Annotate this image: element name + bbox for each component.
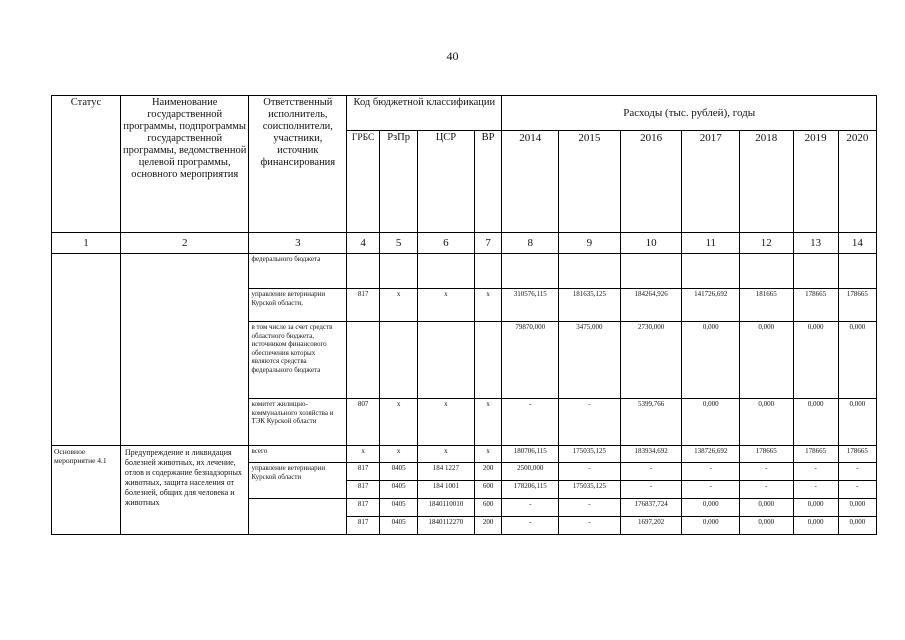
value-cell: 178665 [838, 289, 876, 322]
rzpr-cell: 0405 [380, 481, 418, 499]
table-row [52, 446, 877, 463]
header-year: 2016 [620, 131, 682, 233]
column-number: 8 [502, 233, 559, 254]
table-row [52, 254, 877, 289]
status-cell: Основное мероприятие 4.1 [52, 446, 121, 535]
header-year: 2017 [682, 131, 740, 233]
value-cell: 0,000 [793, 399, 838, 446]
header-year: 2019 [793, 131, 838, 233]
header-csr: ЦСР [418, 131, 475, 233]
column-number: 9 [559, 233, 621, 254]
column-number-row [52, 233, 877, 254]
value-cell: 184264,926 [620, 289, 682, 322]
grbs-cell: 817 [347, 517, 380, 535]
value-cell: 178665 [793, 289, 838, 322]
source-cell: в том числе за счет средств областного бюджета, источником финансового обеспечения которых являются средства федерального бюджета [249, 322, 347, 399]
source-cell: управление ветеринарии Курской области [249, 463, 347, 499]
value-cell: 5399,766 [620, 399, 682, 446]
csr-cell: х [418, 289, 475, 322]
rzpr-cell: х [380, 399, 418, 446]
grbs-cell: 817 [347, 481, 380, 499]
value-cell: - [740, 481, 793, 499]
header-status: Статус [52, 96, 121, 233]
vr-cell: х [474, 399, 502, 446]
value-cell: - [502, 499, 559, 517]
csr-cell: х [418, 399, 475, 446]
page-number: 40 [446, 49, 459, 63]
value-cell: 0,000 [682, 499, 740, 517]
value-cell: 0,000 [740, 322, 793, 399]
column-number: 3 [249, 233, 347, 254]
vr-cell: х [474, 289, 502, 322]
csr-cell: 184 1001 [418, 481, 475, 499]
value-cell: 0,000 [838, 517, 876, 535]
value-cell: 0,000 [793, 499, 838, 517]
vr-cell: 600 [474, 499, 502, 517]
source-cell: федерального бюджета [249, 254, 347, 289]
header-rzpr: РзПр [380, 131, 418, 233]
value-cell: 176837,724 [620, 499, 682, 517]
header-name: Наименование государственной программы, подпрограммы государственной программы, ведомственной целевой программы, основного мероприятия [120, 96, 249, 233]
value-cell: 181635,125 [559, 289, 621, 322]
value-cell: - [559, 463, 621, 481]
header-responsible: Ответственный исполнитель, соисполнители, участники, источник финансирования [249, 96, 347, 233]
value-cell: 180706,115 [502, 446, 559, 463]
rzpr-cell: 0405 [380, 463, 418, 481]
value-cell: - [559, 399, 621, 446]
vr-cell: 600 [474, 481, 502, 499]
column-number: 4 [347, 233, 380, 254]
value-cell: 138726,692 [682, 446, 740, 463]
value-cell: 0,000 [793, 517, 838, 535]
value-cell: 0,000 [682, 399, 740, 446]
value-cell: 181665 [740, 289, 793, 322]
header-budget-code: Код бюджетной классификации [347, 96, 502, 131]
value-cell: 178665 [838, 446, 876, 463]
value-cell: - [793, 463, 838, 481]
value-cell: - [740, 463, 793, 481]
value-cell: 0,000 [682, 517, 740, 535]
value-cell: - [559, 499, 621, 517]
column-number: 6 [418, 233, 475, 254]
value-cell: 0,000 [740, 399, 793, 446]
value-cell: - [838, 481, 876, 499]
value-cell: 0,000 [682, 322, 740, 399]
value-cell: - [838, 463, 876, 481]
source-cell: управление ветеринарии Курской области, [249, 289, 347, 322]
value-cell: - [682, 481, 740, 499]
source-cell: всего [249, 446, 347, 463]
value-cell: 183934,692 [620, 446, 682, 463]
value-cell: 3475,000 [559, 322, 621, 399]
rzpr-cell: 0405 [380, 499, 418, 517]
csr-cell: 184 1227 [418, 463, 475, 481]
value-cell: 310576,115 [502, 289, 559, 322]
budget-table [51, 95, 877, 535]
rzpr-cell: х [380, 446, 418, 463]
vr-cell: х [474, 446, 502, 463]
value-cell: 178206,115 [502, 481, 559, 499]
column-number: 7 [474, 233, 502, 254]
value-cell: 178665 [793, 446, 838, 463]
value-cell: - [793, 481, 838, 499]
column-number: 11 [682, 233, 740, 254]
value-cell: 2500,000 [502, 463, 559, 481]
grbs-cell: 817 [347, 463, 380, 481]
value-cell: - [559, 517, 621, 535]
measure-name-cell: Предупреждение и ликвидация болезней животных, их лечение, отлов и содержание безнадзорных животных, защита населения от болезней, общих для человека и животных [120, 446, 249, 535]
grbs-cell: 807 [347, 399, 380, 446]
source-cell-empty [249, 499, 347, 535]
value-cell: 0,000 [838, 499, 876, 517]
column-number: 2 [120, 233, 249, 254]
header-vr: ВР [474, 131, 502, 233]
value-cell: 178665 [740, 446, 793, 463]
header-year: 2018 [740, 131, 793, 233]
value-cell: 0,000 [838, 399, 876, 446]
header-grbs: ГРБС [347, 131, 380, 233]
header-year: 2015 [559, 131, 621, 233]
column-number: 5 [380, 233, 418, 254]
value-cell: 175035,125 [559, 481, 621, 499]
grbs-cell: х [347, 446, 380, 463]
column-number: 13 [793, 233, 838, 254]
value-cell: 1697,202 [620, 517, 682, 535]
value-cell: 0,000 [740, 517, 793, 535]
value-cell: - [502, 517, 559, 535]
csr-cell: 1840110010 [418, 499, 475, 517]
column-number: 10 [620, 233, 682, 254]
value-cell: 141726,692 [682, 289, 740, 322]
header-year: 2020 [838, 131, 876, 233]
value-cell: - [620, 481, 682, 499]
value-cell: - [620, 463, 682, 481]
csr-cell: х [418, 446, 475, 463]
header-year: 2014 [502, 131, 559, 233]
rzpr-cell: 0405 [380, 517, 418, 535]
header-row-1 [52, 96, 877, 131]
header-expenses: Расходы (тыс. рублей), годы [502, 96, 877, 131]
value-cell: 79870,000 [502, 322, 559, 399]
vr-cell: 200 [474, 517, 502, 535]
grbs-cell: 817 [347, 499, 380, 517]
grbs-cell: 817 [347, 289, 380, 322]
source-cell: комитет жилищно-коммунального хозяйства и ТЭК Курской области [249, 399, 347, 446]
value-cell: 0,000 [793, 322, 838, 399]
value-cell: - [502, 399, 559, 446]
value-cell: - [682, 463, 740, 481]
column-number: 1 [52, 233, 121, 254]
column-number: 14 [838, 233, 876, 254]
value-cell: 0,000 [740, 499, 793, 517]
status-cell-empty [52, 254, 121, 446]
csr-cell: 1840112270 [418, 517, 475, 535]
value-cell: 2730,000 [620, 322, 682, 399]
value-cell: 175035,125 [559, 446, 621, 463]
name-cell-empty [120, 254, 249, 446]
value-cell: 0,000 [838, 322, 876, 399]
column-number: 12 [740, 233, 793, 254]
rzpr-cell: х [380, 289, 418, 322]
vr-cell: 200 [474, 463, 502, 481]
